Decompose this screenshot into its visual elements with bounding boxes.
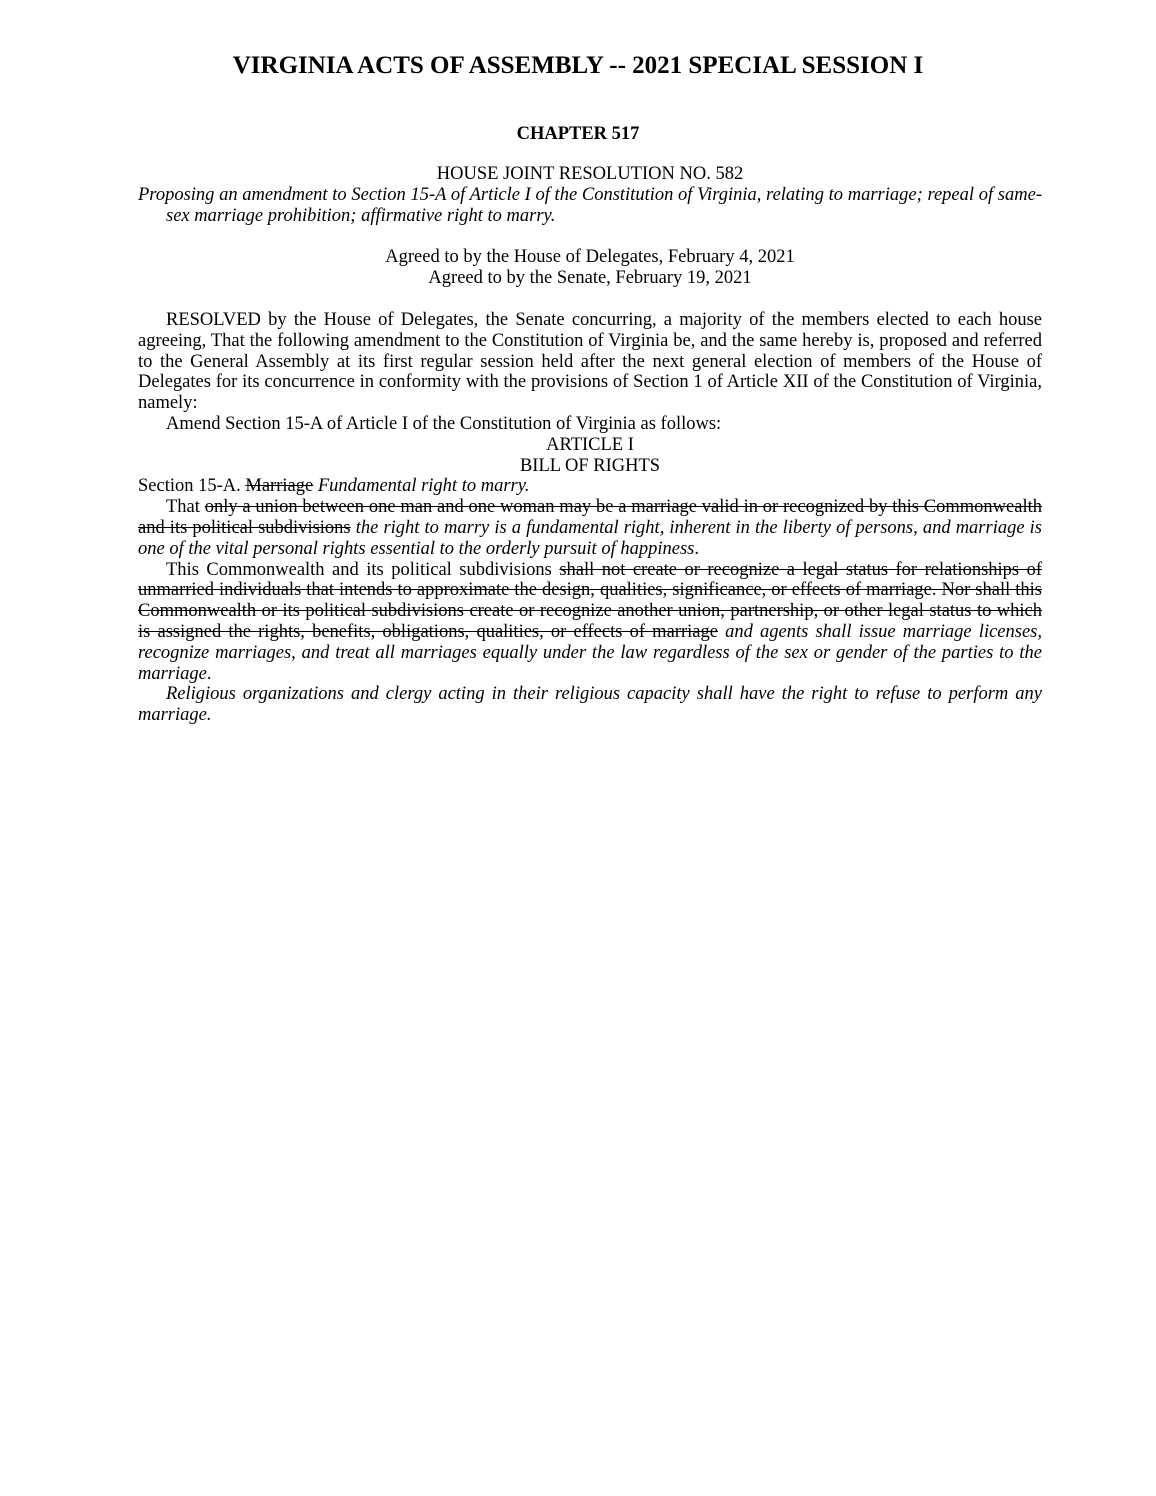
inserted-text-1: the right to marry is a fundamental right, inherent in the liberty of persons, and marriage is one of the vital personal rights essential to the orderly pursuit of happiness	[138, 517, 1042, 559]
resolution-summary: Proposing an amendment to Section 15-A of Article I of the Constitution of Virginia, relating to marriage; repeal of same-sex marriage prohibition; affirmative right to marry.	[138, 184, 1042, 226]
paragraph-1-end: .	[694, 538, 699, 559]
struck-text-2: shall not create or recognize a legal status for relationships of unmarried individuals that intends to approximate the design, qualities, significance, or effects of marriage. Nor shall this Commonwealth or its political subdivisions create or recognize another union, partnership, or other legal status to which is assigned the rights, benefits, obligations, qualities, or effects of marriage	[138, 559, 1043, 642]
paragraph-2-lead: This Commonwealth and its political subdivisions	[166, 559, 552, 580]
resolution-number: HOUSE JOINT RESOLUTION NO. 582	[436, 164, 744, 184]
agreed-senate: Agreed to by the Senate, February 19, 2021	[428, 268, 752, 289]
resolution-text	[138, 310, 1042, 726]
resolved-paragraph: RESOLVED by the House of Delegates, the Senate concurring, a majority of the members elected to each house agreeing, That the following amendment to the Constitution of Virginia be, and the same hereby is, proposed and referred to the General Assembly at its first regular session held after the next general election of members of the House of Delegates for its concurrence in conformity with the provisions of Section 1 of Article XII of the Constitution of Virginia, namely:	[138, 309, 1042, 414]
paragraph-1-lead: That	[166, 497, 200, 518]
section-label: Section 15-A.	[138, 476, 241, 497]
agreed-house: Agreed to by the House of Delegates, February 4, 2021	[385, 247, 795, 268]
article-title: BILL OF RIGHTS	[519, 455, 661, 476]
amend-line: Amend Section 15-A of Article I of the Constitution of Virginia as follows:	[166, 413, 722, 434]
struck-section-title: Marriage	[245, 476, 314, 497]
section-heading	[138, 476, 1042, 497]
document-title: VIRGINIA ACTS OF ASSEMBLY -- 2021 SPECIAL SESSION I	[232, 52, 924, 79]
paragraph-2-end: .	[206, 663, 212, 684]
amendment-paragraph-3	[138, 684, 1042, 726]
chapter-heading: CHAPTER 517	[516, 124, 640, 144]
inserted-text-3: Religious organizations and clergy acting in their religious capacity shall have the right to refuse to perform any marriage.	[138, 684, 1042, 726]
struck-text-1: only a union between one man and one woman may be a marriage valid in or recognized by this Commonwealth and its political subdivisions	[138, 497, 1042, 538]
article-heading: ARTICLE I	[546, 434, 634, 455]
amendment-paragraph-2	[138, 560, 1042, 685]
inserted-section-title: Fundamental right to marry.	[317, 476, 530, 497]
inserted-text-2: and agents shall issue marriage licenses, recognize marriages, and treat all marriages equally under the law regardless of the sex or gender of the parties to the marriage	[138, 621, 1042, 684]
agreement-block	[138, 247, 1042, 289]
document-body	[138, 164, 1042, 726]
amendment-paragraph-1	[138, 497, 1042, 559]
